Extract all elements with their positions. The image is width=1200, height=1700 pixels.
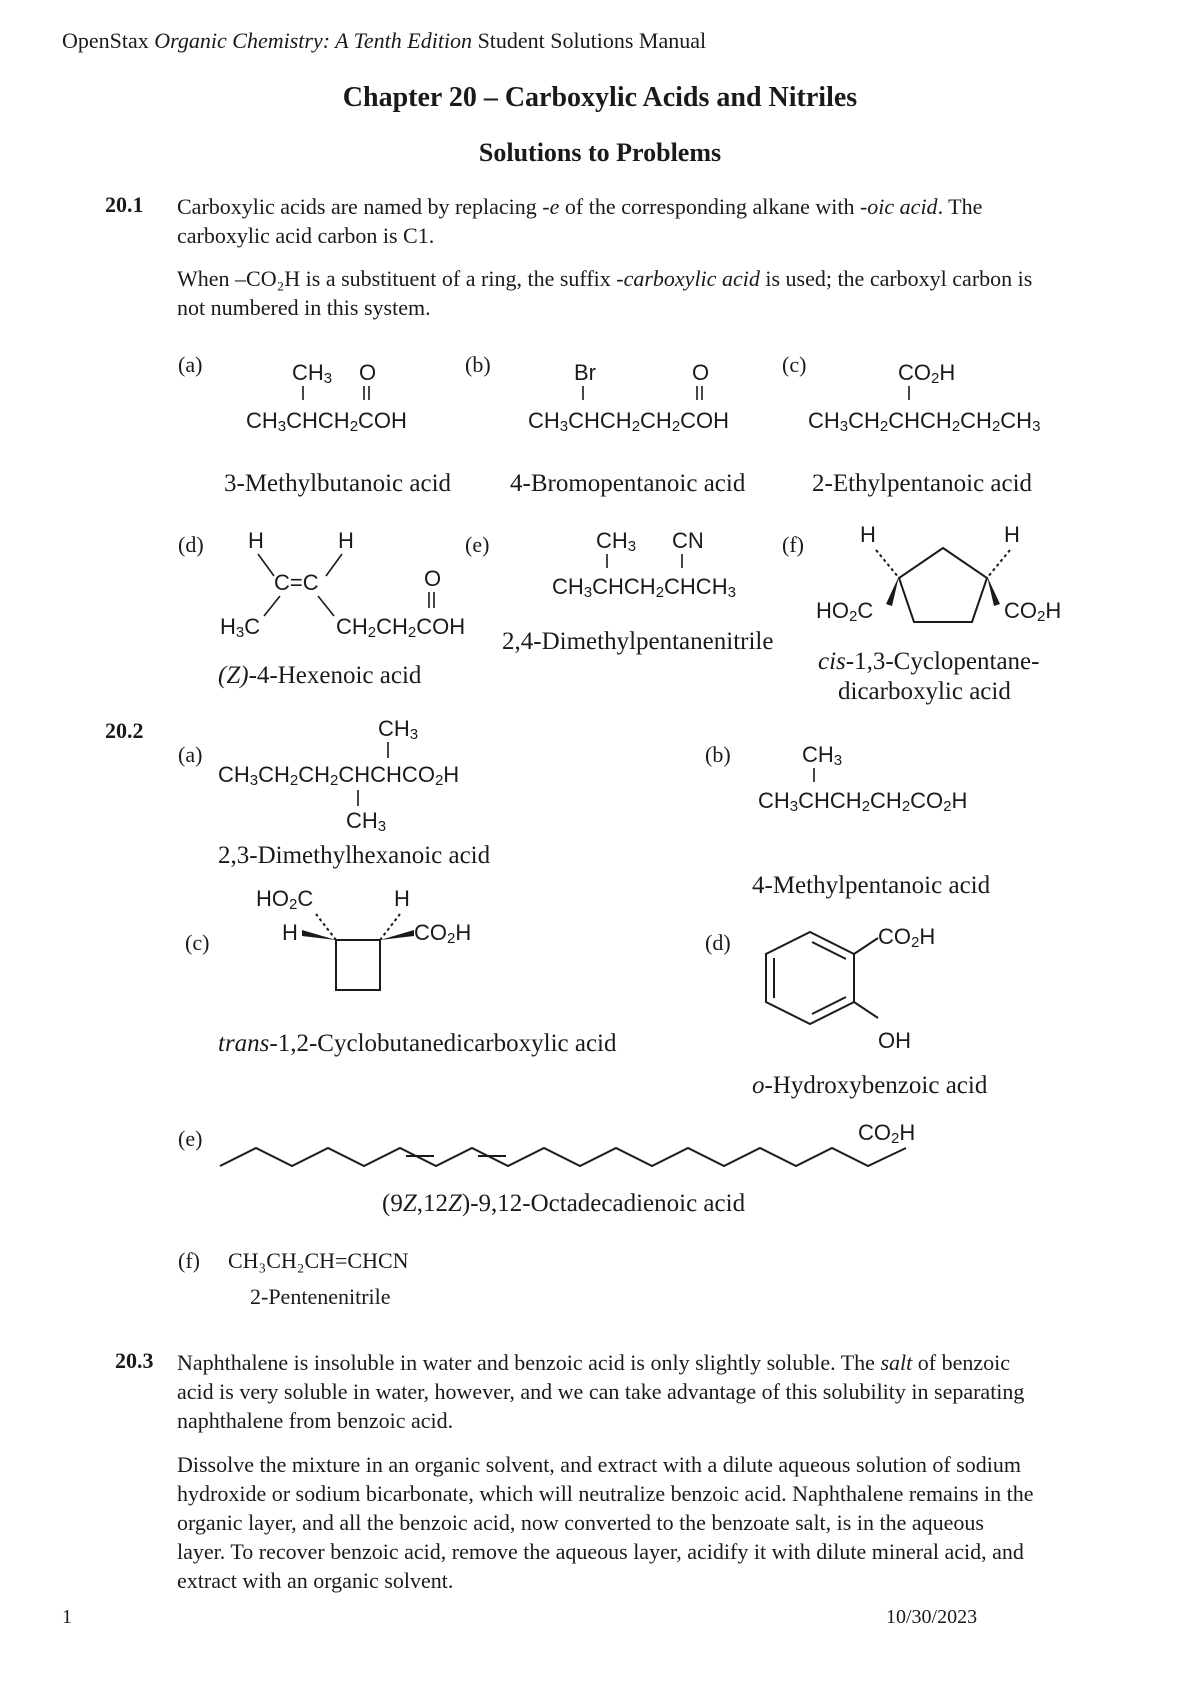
hydrogen-upper: H	[394, 886, 410, 911]
header-prefix: OpenStax	[62, 28, 149, 53]
text-run: ,12	[416, 1190, 448, 1217]
compound-name	[752, 1072, 987, 1100]
carbonyl-oxygen: O	[692, 360, 710, 385]
bond-lines	[246, 356, 446, 416]
text-run: -1,3-Cyclopentane-	[845, 648, 1040, 675]
compound-name	[218, 662, 421, 690]
footer-date: 10/30/2023	[886, 1606, 978, 1628]
methyl-group: $H_3C$	[220, 614, 261, 641]
main-chain: $CH_3CH_2CH_2CHCHCO_2H$	[218, 762, 460, 789]
problem-number-20-1: 20.1	[105, 192, 144, 217]
carboxyl-right: $CO_2H$	[414, 920, 472, 947]
hydrogen-lower: H	[282, 920, 298, 945]
text-run: is used; the carboxyl carbon is not numbered in this system.	[177, 266, 1033, 320]
compound-name: 2-Ethylpentanoic acid	[812, 470, 1033, 497]
structure-3-methylbutanoic-acid	[246, 356, 446, 446]
text-run: Naphthalene is insoluble in water and benzoic acid is only slightly soluble. The	[177, 1350, 881, 1375]
benzene-ring	[760, 918, 980, 1058]
bond-lines	[808, 356, 1078, 416]
main-chain: $CH_3CHCH_2CH_2COH$	[528, 408, 730, 435]
hydroxyl-group: OH	[878, 1028, 911, 1053]
compound-name: 4-Methylpentanoic acid	[752, 872, 991, 899]
main-chain: $CH_3CHCH_2COH$	[246, 408, 407, 435]
main-chain: $CH_3CHCH_2CH_2CO_2H$	[758, 788, 968, 815]
item-label-c: (c)	[185, 930, 210, 955]
text-run: -Hydroxybenzoic acid	[764, 1072, 988, 1099]
text-run: of benzoic acid is very soluble in water, however, and we can take advantage of this solubility in separating naphthalene from benzoic acid.	[177, 1350, 1025, 1433]
ch3-branch: $CH_3$	[596, 528, 637, 555]
carboxyl-left: $HO_2C$	[816, 598, 874, 625]
structure-4-bromopentanoic-acid	[528, 356, 768, 446]
problem-number-20-2: 20.2	[105, 718, 144, 743]
structure-cis-1-3-cyclopentanedicarboxylic-acid	[816, 520, 1076, 630]
structure-2-4-dimethylpentanenitrile	[552, 528, 782, 618]
p20-3-paragraph-2: Dissolve the mixture in an organic solvent, and extract with a dilute aqueous solution of sodium hydroxide or sodium bicarbonate, which will neutralize benzoic acid. Naphthalene remains in the organic layer, and all the benzoic acid, now converted to the benzoate salt, is in the aqueous layer. To recover benzoic acid, remove the aqueous layer, acidify it with dilute mineral acid, and extract with an organic solvent.	[177, 1452, 1034, 1593]
text-run: -1,2-Cyclobutanedicarboxylic acid	[269, 1030, 617, 1057]
compound-name: 3-Methylbutanoic acid	[224, 470, 452, 497]
bond-lines	[218, 528, 478, 648]
p20-1-paragraph-2	[177, 264, 1037, 322]
text-run: . The carboxylic acid carbon is C1.	[177, 194, 983, 248]
p20-1-paragraph-1	[177, 192, 1037, 250]
ch3-branch: $CH_3$	[292, 360, 333, 387]
text-run: Z	[447, 1190, 462, 1217]
p20-3-paragraph-1	[177, 1348, 1037, 1435]
item-label-d: (d)	[178, 532, 204, 557]
double-bond: C=C	[274, 570, 319, 595]
main-chain: $CH_3CH_2CHCH_2CH_2CH_3$	[808, 408, 1041, 435]
text-run: oic acid	[867, 194, 938, 219]
structure-2-3-dimethylhexanoic-acid	[218, 716, 498, 846]
compound-name: 2,4-Dimethylpentanenitrile	[502, 628, 774, 655]
text-run: Carboxylic acids are named by replacing -	[177, 194, 550, 219]
carboxyl-upper: $HO_2C$	[256, 886, 314, 913]
ch3-branch-bottom: $CH_3$	[346, 808, 387, 835]
structure-trans-1-2-cyclobutanedicarboxylic-acid	[256, 886, 496, 1006]
compound-name: 2-Pentenenitrile	[250, 1284, 391, 1309]
text-run: salt	[880, 1350, 913, 1375]
text-run: of the corresponding alkane with -	[559, 194, 868, 219]
text-run: )-9,12-Octadecadienoic acid	[461, 1190, 746, 1217]
nitrile-group: CN	[672, 528, 704, 553]
item-label-c: (c)	[782, 352, 807, 377]
page-number: 1	[62, 1606, 72, 1628]
formula-2-pentenenitrile: CH₃CH₂CH=CHCN	[228, 1248, 409, 1273]
item-label-b: (b)	[465, 352, 491, 377]
side-chain: $CH_2CH_2COH$	[336, 614, 466, 641]
item-label-a: (a)	[178, 352, 203, 377]
item-label-f: (f)	[782, 532, 804, 557]
header-suffix: Student Solutions Manual	[477, 28, 707, 53]
ring-hydrogen-left: H	[860, 522, 876, 547]
chapter-title: Chapter 20 – Carboxylic Acids and Nitriles	[342, 82, 858, 113]
structure-2-ethylpentanoic-acid	[808, 356, 1078, 446]
bond-lines	[218, 716, 498, 846]
running-header	[62, 28, 706, 54]
compound-name-line-2: dicarboxylic acid	[838, 678, 1011, 705]
item-label-e: (e)	[465, 532, 490, 557]
skeletal-chain	[214, 1118, 934, 1178]
text-run: -4-Hexenoic acid	[248, 662, 422, 689]
item-label-f: (f)	[178, 1248, 200, 1273]
text-run: When –CO₂H is a substituent of a ring, the suffix -	[177, 266, 624, 291]
bond-lines	[528, 356, 768, 416]
text-run: (9	[382, 1190, 403, 1217]
ring-hydrogen-right: H	[1004, 522, 1020, 547]
carboxyl-right: $CO_2H$	[1004, 598, 1062, 625]
bromo-substituent: Br	[574, 360, 596, 385]
item-label-b: (b)	[705, 742, 731, 767]
text-run: trans	[218, 1030, 270, 1057]
structure-linoleic-acid-skeletal	[214, 1118, 934, 1178]
structure-o-hydroxybenzoic-acid	[760, 918, 980, 1058]
cyclobutane-ring	[256, 886, 496, 1006]
problem-number-20-3: 20.3	[115, 1348, 154, 1373]
text-run: cis	[818, 648, 846, 675]
main-chain: $CH_3CHCH_2CHCH_3$	[552, 574, 736, 601]
carbonyl-oxygen: O	[359, 360, 377, 385]
text-run: (Z)	[218, 662, 249, 689]
vinyl-hydrogen-right: H	[338, 528, 354, 553]
carboxyl-group: $CO_2H$	[898, 360, 956, 387]
cyclopentane-ring	[816, 520, 1076, 630]
compound-name	[382, 1190, 745, 1218]
text-run: e	[549, 194, 560, 219]
ch3-branch-top: $CH_3$	[378, 716, 419, 743]
item-label-e: (e)	[178, 1126, 203, 1151]
vinyl-hydrogen-left: H	[248, 528, 264, 553]
structure-z-4-hexenoic-acid	[218, 528, 478, 648]
text-run: carboxylic acid	[623, 266, 760, 291]
compound-name: 4-Bromopentanoic acid	[510, 470, 746, 497]
text-run: o	[752, 1072, 765, 1099]
ch3-branch: $CH_3$	[802, 742, 843, 769]
compound-name: 2,3-Dimethylhexanoic acid	[218, 842, 491, 869]
item-label-d: (d)	[705, 930, 731, 955]
structure-4-methylpentanoic-acid	[758, 742, 998, 832]
carboxyl-group: $CO_2H$	[858, 1120, 916, 1147]
item-label-a: (a)	[178, 742, 203, 767]
compound-name	[218, 1030, 617, 1058]
carboxyl-group: $CO_2H$	[878, 924, 936, 951]
section-title: Solutions to Problems	[478, 138, 722, 167]
carbonyl-oxygen: O	[424, 566, 442, 591]
text-run: Z	[402, 1190, 417, 1217]
header-book-title: Organic Chemistry: A Tenth Edition	[154, 28, 473, 53]
compound-name	[818, 648, 1039, 676]
